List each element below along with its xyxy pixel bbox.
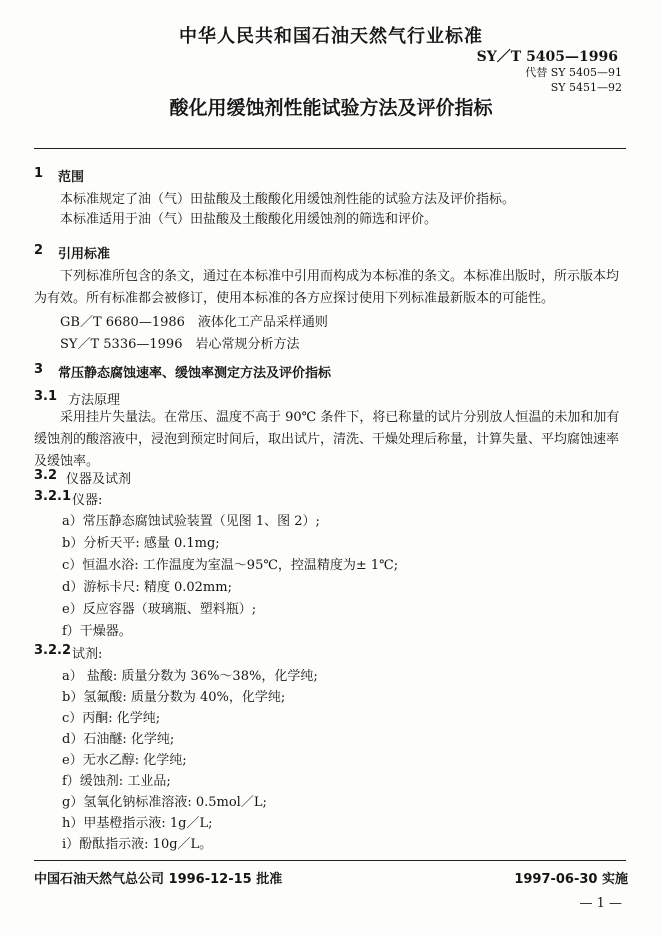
- section-3-1-number: 3.1: [34, 389, 58, 404]
- standard-category-title: 中华人民共和国石油天然气行业标准: [179, 26, 483, 47]
- section-3-2-1-number: 3.2.1: [34, 489, 72, 504]
- reagent-item: c）丙酮: 化学纯;: [62, 711, 161, 726]
- supersedes-line-1: 代替 SY 5405—91: [525, 66, 622, 79]
- section-2-title: 引用标准: [58, 247, 111, 262]
- reagent-item: e）无水乙醇: 化学纯;: [62, 753, 187, 768]
- instrument-item: a）常压静态腐蚀试验装置（见图 1、图 2）;: [62, 514, 320, 529]
- section-3-1-para: 采用挂片失量法。在常压、温度不高于 90℃ 条件下，将已称量的试片分别放人恒温的未加和加有缓蚀剂的酸溶液中，浸泡到预定时间后，取出试片，清洗、干燥处理后称量，计算失量、平均腐蚀速率及缓蚀率。: [34, 410, 620, 469]
- reagent-item: g）氢氧化钠标准溶液: 0.5mol／L;: [62, 795, 267, 810]
- section-3-2-2-title: 试剂:: [72, 647, 103, 662]
- header-divider: [34, 148, 626, 149]
- section-3-2-number: 3.2: [34, 468, 58, 483]
- section-3-2-title: 仪器及试剂: [66, 472, 132, 487]
- reference-2: SY／T 5336—1996 岩心常规分析方法: [60, 337, 300, 352]
- section-3-number: 3: [34, 362, 44, 377]
- section-3-1-title: 方法原理: [68, 393, 121, 408]
- instrument-item: d）游标卡尺: 精度 0.02mm;: [62, 580, 232, 595]
- standard-number: SY／T 5405—1996: [476, 49, 618, 65]
- reference-1: GB／T 6680—1986 液体化工产品采样通则: [60, 315, 328, 330]
- reagent-item: a） 盐酸: 质量分数为 36%～38%，化学纯;: [62, 669, 318, 684]
- page-number: — 1 —: [579, 896, 622, 911]
- instrument-item: c）恒温水浴: 工作温度为室温～95℃，控温精度为± 1℃;: [62, 558, 399, 573]
- section-1-title: 范围: [58, 170, 85, 185]
- instrument-item: f）干燥器。: [62, 624, 132, 639]
- reagent-item: f）缓蚀剂: 工业品;: [62, 774, 171, 789]
- section-3-2-2-number: 3.2.2: [34, 643, 72, 658]
- section-1-para-1: 本标准规定了油（气）田盐酸及土酸酸化用缓蚀剂性能的试验方法及评价指标。: [60, 192, 516, 207]
- approval-line: 中国石油天然气总公司 1996-12-15 批准: [34, 872, 283, 887]
- reagent-item: h）甲基橙指示液: 1g／L;: [62, 816, 213, 831]
- reagent-item: b）氢氟酸: 质量分数为 40%，化学纯;: [62, 690, 286, 705]
- document-title: 酸化用缓蚀剂性能试验方法及评价指标: [169, 97, 493, 119]
- reagent-item: d）石油醚: 化学纯;: [62, 732, 175, 747]
- instrument-item: b）分析天平: 感量 0.1mg;: [62, 536, 220, 551]
- section-1-number: 1: [34, 166, 44, 181]
- effective-date: 1997-06-30 实施: [514, 872, 628, 887]
- section-3-title: 常压静态腐蚀速率、缓蚀率测定方法及评价指标: [58, 366, 332, 381]
- section-1-para-2: 本标准适用于油（气）田盐酸及土酸酸化用缓蚀剂的筛选和评价。: [60, 212, 438, 227]
- section-2-number: 2: [34, 243, 44, 258]
- section-3-2-1-title: 仪器:: [72, 493, 103, 508]
- supersedes-line-2: SY 5451—92: [550, 81, 622, 94]
- instrument-item: e）反应容器（玻璃瓶、塑料瓶）;: [62, 602, 257, 617]
- reagent-item: i）酚酞指示液: 10g／L。: [62, 837, 213, 852]
- section-2-para-1: 下列标准所包含的条文，通过在本标准中引用而构成为本标准的条文。本标准出版时，所示版本均为有效。所有标准都会被修订，使用本标准的各方应探讨使用下列标准最新版本的可能性。: [34, 269, 620, 306]
- footer-divider: [34, 860, 626, 861]
